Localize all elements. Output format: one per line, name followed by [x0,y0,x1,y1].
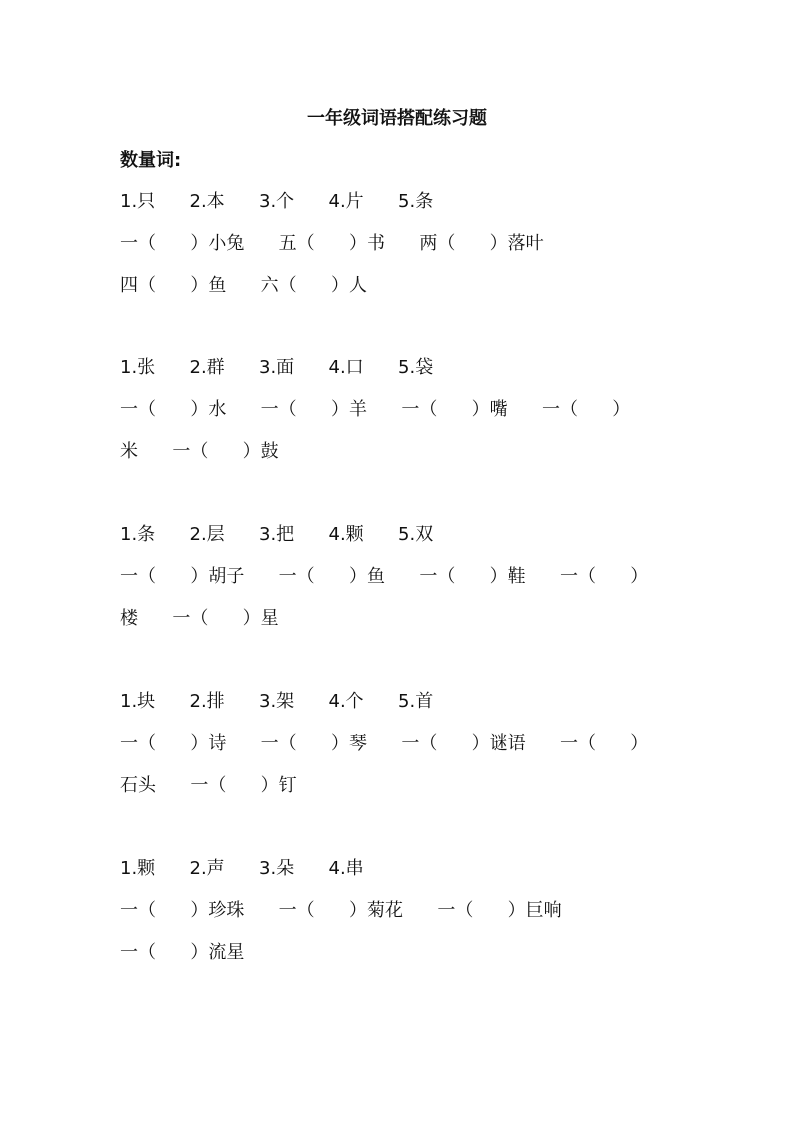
group-4-line-2: 石头 一（ ）钉 [120,775,297,796]
group-2-line-1: 一（ ）水 一（ ）羊 一（ ）嘴 一（ ） [120,399,631,420]
group-1-line-2: 四（ ）鱼 六（ ）人 [120,275,367,296]
group-4-options: 1.块 2.排 3.架 4.个 5.首 [120,691,434,712]
group-4-line-1: 一（ ）诗 一（ ）琴 一（ ）谜语 一（ ） [120,733,649,754]
group-5-options: 1.颗 2.声 3.朵 4.串 [120,858,364,879]
group-5-line-1: 一（ ）珍珠 一（ ）菊花 一（ ）巨响 [120,900,562,921]
group-3-line-1: 一（ ）胡子 一（ ）鱼 一（ ）鞋 一（ ） [120,566,649,587]
group-1-line-1: 一（ ）小兔 五（ ）书 两（ ）落叶 [120,233,544,254]
section-heading: 数量词: [120,150,182,171]
group-3-options: 1.条 2.层 3.把 4.颗 5.双 [120,524,434,545]
group-3-line-2: 楼 一（ ）星 [120,608,279,629]
page-title: 一年级词语搭配练习题 [307,108,487,129]
group-5-line-2: 一（ ）流星 [120,942,245,963]
group-2-line-2: 米 一（ ）鼓 [120,441,279,462]
group-2-options: 1.张 2.群 3.面 4.口 5.袋 [120,357,434,378]
group-1-options: 1.只 2.本 3.个 4.片 5.条 [120,191,434,212]
